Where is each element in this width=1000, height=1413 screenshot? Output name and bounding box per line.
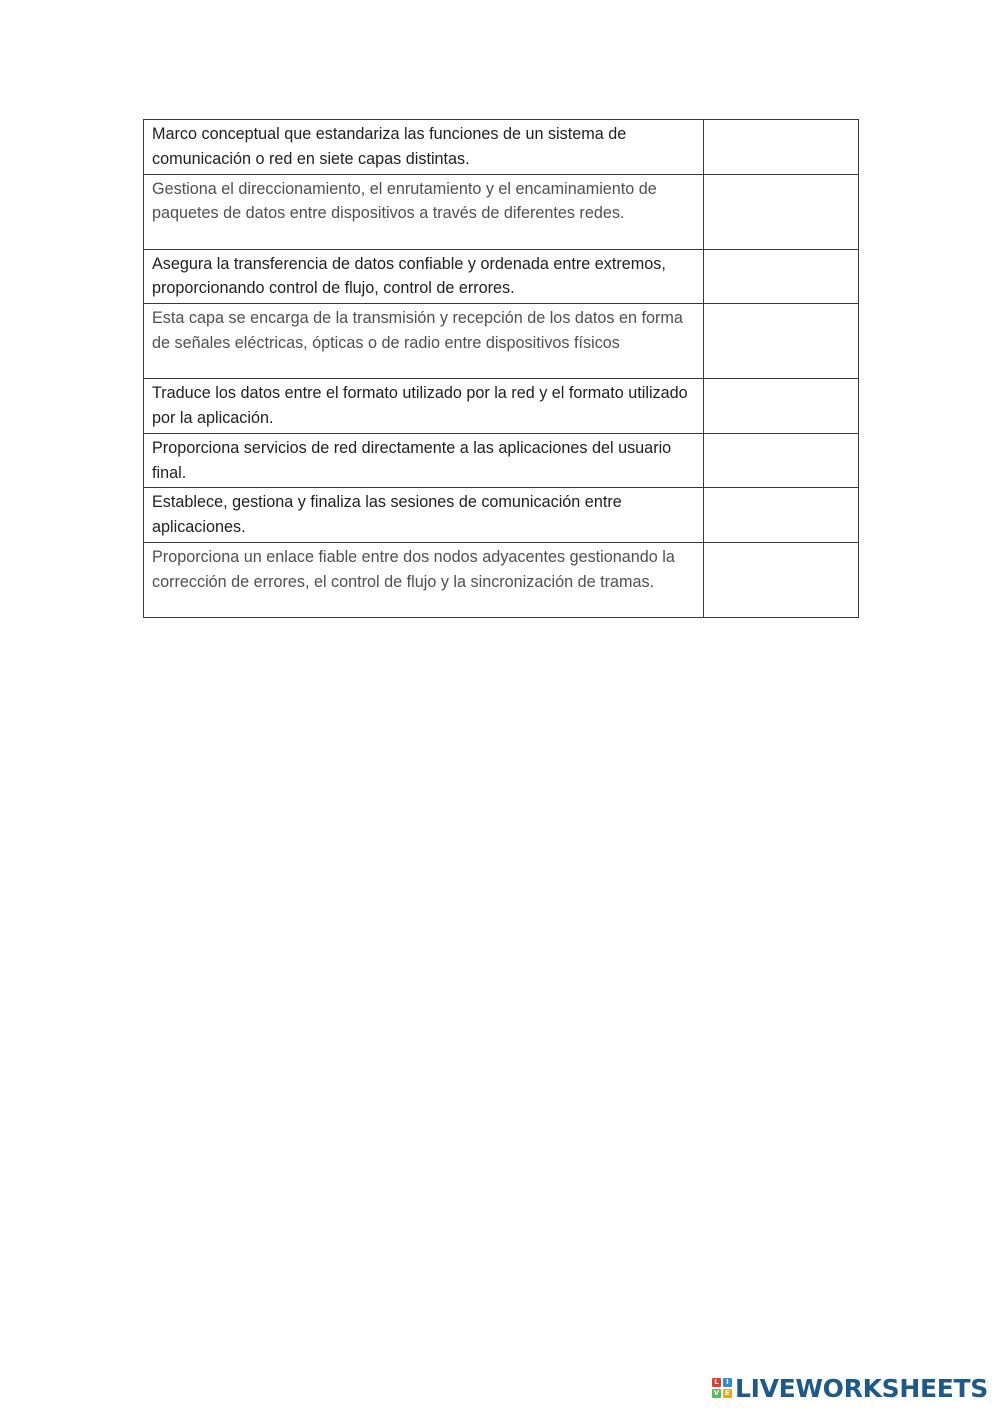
description-cell	[144, 174, 704, 249]
logo-block-e: E	[723, 1389, 732, 1398]
description-cell	[144, 304, 704, 379]
table-row	[144, 379, 859, 434]
answer-cell[interactable]	[704, 120, 859, 175]
answer-input[interactable]	[704, 488, 858, 542]
description-cell	[144, 379, 704, 434]
description-text: Esta capa se encarga de la transmisión y recepción de los datos en forma de señales eléctricas, ópticas o de radio entre dispositivos físicos	[152, 309, 683, 352]
answer-input[interactable]	[704, 434, 858, 488]
description-cell	[144, 488, 704, 543]
answer-input[interactable]	[704, 304, 858, 378]
logo-block-l: L	[712, 1378, 721, 1387]
description-text: Proporciona servicios de red directamente a las aplicaciones del usuario final.	[152, 438, 672, 482]
answer-input[interactable]	[704, 250, 858, 304]
answer-cell[interactable]	[704, 174, 859, 249]
answer-input[interactable]	[704, 175, 858, 249]
answer-cell[interactable]	[704, 433, 859, 488]
answer-cell[interactable]	[704, 379, 859, 434]
matching-table	[143, 119, 859, 618]
description-cell	[144, 249, 704, 304]
description-text: Proporciona un enlace fiable entre dos nodos adyacentes gestionando la corrección de errores, el control de flujo y la sincronización de tramas.	[152, 547, 675, 591]
answer-cell[interactable]	[704, 542, 859, 617]
table-row	[144, 488, 859, 543]
answer-cell[interactable]	[704, 488, 859, 543]
answer-input[interactable]	[704, 543, 858, 617]
table-row	[144, 433, 859, 488]
description-cell	[144, 433, 704, 488]
logo-text: LIVEWORKSHEETS	[734, 1373, 988, 1403]
logo-block-i: I	[723, 1378, 732, 1387]
table-row	[144, 304, 859, 379]
description-cell	[144, 542, 704, 617]
description-text: Asegura la transferencia de datos confiable y ordenada entre extremos, proporcionando control de flujo, control de errores.	[152, 254, 666, 298]
table-row	[144, 174, 859, 249]
answer-cell[interactable]	[704, 249, 859, 304]
description-text: Establece, gestiona y finaliza las sesiones de comunicación entre aplicaciones.	[152, 493, 622, 537]
liveworksheets-blocks-icon	[712, 1378, 732, 1398]
description-cell	[144, 120, 704, 175]
description-text: Gestiona el direccionamiento, el enrutamiento y el encaminamiento de paquetes de datos entre dispositivos a través de diferentes redes.	[152, 179, 657, 223]
description-text: Marco conceptual que estandariza las funciones de un sistema de comunicación o red en siete capas distintas.	[152, 125, 627, 168]
logo-block-v: V	[713, 1389, 720, 1397]
table-row	[144, 249, 859, 304]
table-row	[144, 542, 859, 617]
table-row	[144, 120, 859, 175]
answer-cell[interactable]	[704, 304, 859, 379]
answer-input[interactable]	[704, 379, 858, 433]
description-text: Traduce los datos entre el formato utilizado por la red y el formato utilizado por la aplicación.	[152, 384, 688, 427]
liveworksheets-logo	[712, 1373, 988, 1403]
answer-input[interactable]	[704, 120, 858, 174]
